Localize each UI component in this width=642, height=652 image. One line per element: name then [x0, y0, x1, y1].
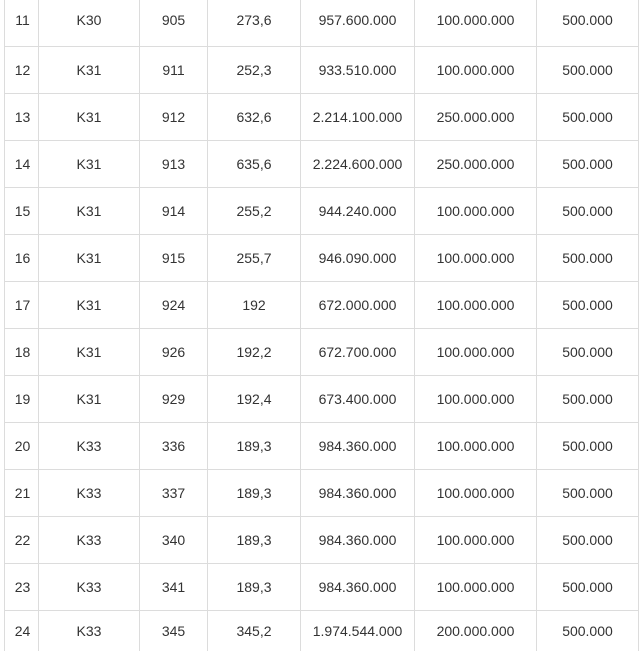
fee-cell: 500.000 — [562, 12, 613, 28]
price-cell: 957.600.000 — [301, 0, 415, 46]
table-row — [5, 611, 638, 651]
block-cell: K31 — [39, 47, 140, 93]
block-cell: K31 — [39, 188, 140, 234]
deposit-cell: 100.000.000 — [415, 423, 537, 469]
table-row — [5, 564, 638, 611]
table-row — [5, 376, 638, 423]
lot-cell: 337 — [140, 470, 208, 516]
price-cell: 946.090.000 — [301, 235, 415, 281]
block-cell: K33 — [39, 564, 140, 610]
lot-cell: 340 — [140, 517, 208, 563]
price-cell: 2.224.600.000 — [301, 141, 415, 187]
deposit-cell: 100.000.000 — [415, 517, 537, 563]
table-row — [5, 517, 638, 564]
row-number-cell: 17 — [5, 282, 39, 328]
lot-cell: 911 — [140, 47, 208, 93]
row-number-cell: 23 — [5, 564, 39, 610]
deposit-cell: 200.000.000 — [415, 611, 537, 651]
deposit-cell: 100.000.000 — [415, 0, 537, 46]
row-number-cell: 19 — [5, 376, 39, 422]
block-cell: K31 — [39, 235, 140, 281]
block-cell: K31 — [39, 141, 140, 187]
price-cell: 984.360.000 — [301, 423, 415, 469]
lot-cell: 341 — [140, 564, 208, 610]
row-number-cell: 15 — [5, 188, 39, 234]
block-cell: K33 — [39, 611, 140, 651]
price-cell: 672.700.000 — [301, 329, 415, 375]
lot-cell: 912 — [140, 94, 208, 140]
table-row — [5, 94, 638, 141]
table-row — [5, 282, 638, 329]
deposit-cell: 250.000.000 — [415, 141, 537, 187]
table-row — [5, 470, 638, 517]
block-cell: K31 — [39, 329, 140, 375]
row-number-cell: 18 — [5, 329, 39, 375]
data-table — [4, 0, 639, 651]
area-cell: 273,6 — [208, 0, 301, 46]
table-row — [5, 329, 638, 376]
block-cell: K31 — [39, 282, 140, 328]
deposit-cell: 100.000.000 — [415, 564, 537, 610]
fee-cell: 500.000 — [562, 156, 613, 172]
block-cell: K33 — [39, 423, 140, 469]
fee-cell: 500.000 — [562, 579, 613, 595]
fee-cell: 500.000 — [562, 623, 613, 639]
table-row — [5, 423, 638, 470]
fee-cell: 500.000 — [562, 297, 613, 313]
row-number-cell: 11 — [5, 0, 39, 46]
row-number-cell: 14 — [5, 141, 39, 187]
table-row — [5, 235, 638, 282]
deposit-cell: 100.000.000 — [415, 329, 537, 375]
deposit-cell: 100.000.000 — [415, 376, 537, 422]
area-cell: 192,4 — [208, 376, 301, 422]
lot-cell: 924 — [140, 282, 208, 328]
fee-cell: 500.000 — [562, 485, 613, 501]
fee-cell: 500.000 — [562, 532, 613, 548]
fee-cell: 500.000 — [562, 391, 613, 407]
block-cell: K33 — [39, 470, 140, 516]
price-cell: 984.360.000 — [301, 564, 415, 610]
area-cell: 189,3 — [208, 470, 301, 516]
area-cell: 252,3 — [208, 47, 301, 93]
row-number-cell: 21 — [5, 470, 39, 516]
price-cell: 2.214.100.000 — [301, 94, 415, 140]
fee-cell: 500.000 — [562, 344, 613, 360]
row-number-cell: 20 — [5, 423, 39, 469]
lot-cell: 345 — [140, 611, 208, 651]
deposit-cell: 100.000.000 — [415, 47, 537, 93]
area-cell: 632,6 — [208, 94, 301, 140]
area-cell: 635,6 — [208, 141, 301, 187]
lot-cell: 929 — [140, 376, 208, 422]
lot-cell: 926 — [140, 329, 208, 375]
lot-cell: 915 — [140, 235, 208, 281]
price-cell: 672.000.000 — [301, 282, 415, 328]
deposit-cell: 250.000.000 — [415, 94, 537, 140]
row-number-cell: 12 — [5, 47, 39, 93]
lot-cell: 913 — [140, 141, 208, 187]
area-cell: 255,2 — [208, 188, 301, 234]
fee-cell: 500.000 — [562, 109, 613, 125]
lot-cell: 336 — [140, 423, 208, 469]
deposit-cell: 100.000.000 — [415, 470, 537, 516]
lot-cell: 914 — [140, 188, 208, 234]
fee-cell: 500.000 — [562, 203, 613, 219]
price-cell: 673.400.000 — [301, 376, 415, 422]
table-row — [5, 188, 638, 235]
row-number-cell: 22 — [5, 517, 39, 563]
block-cell: K31 — [39, 376, 140, 422]
fee-cell: 500.000 — [562, 250, 613, 266]
price-cell: 1.974.544.000 — [301, 611, 415, 651]
area-cell: 345,2 — [208, 611, 301, 651]
area-cell: 189,3 — [208, 517, 301, 563]
area-cell: 192 — [208, 282, 301, 328]
price-cell: 933.510.000 — [301, 47, 415, 93]
table-row — [5, 0, 638, 47]
row-number-cell: 24 — [5, 611, 39, 651]
table-row — [5, 47, 638, 94]
table-row — [5, 141, 638, 188]
row-number-cell: 13 — [5, 94, 39, 140]
block-cell: K33 — [39, 517, 140, 563]
price-cell: 984.360.000 — [301, 517, 415, 563]
price-cell: 944.240.000 — [301, 188, 415, 234]
fee-cell: 500.000 — [562, 62, 613, 78]
row-number-cell: 16 — [5, 235, 39, 281]
deposit-cell: 100.000.000 — [415, 188, 537, 234]
area-cell: 189,3 — [208, 564, 301, 610]
area-cell: 255,7 — [208, 235, 301, 281]
lot-cell: 905 — [140, 0, 208, 46]
fee-cell: 500.000 — [562, 438, 613, 454]
block-cell: K30 — [39, 0, 140, 46]
area-cell: 189,3 — [208, 423, 301, 469]
area-cell: 192,2 — [208, 329, 301, 375]
deposit-cell: 100.000.000 — [415, 235, 537, 281]
block-cell: K31 — [39, 94, 140, 140]
price-cell: 984.360.000 — [301, 470, 415, 516]
deposit-cell: 100.000.000 — [415, 282, 537, 328]
